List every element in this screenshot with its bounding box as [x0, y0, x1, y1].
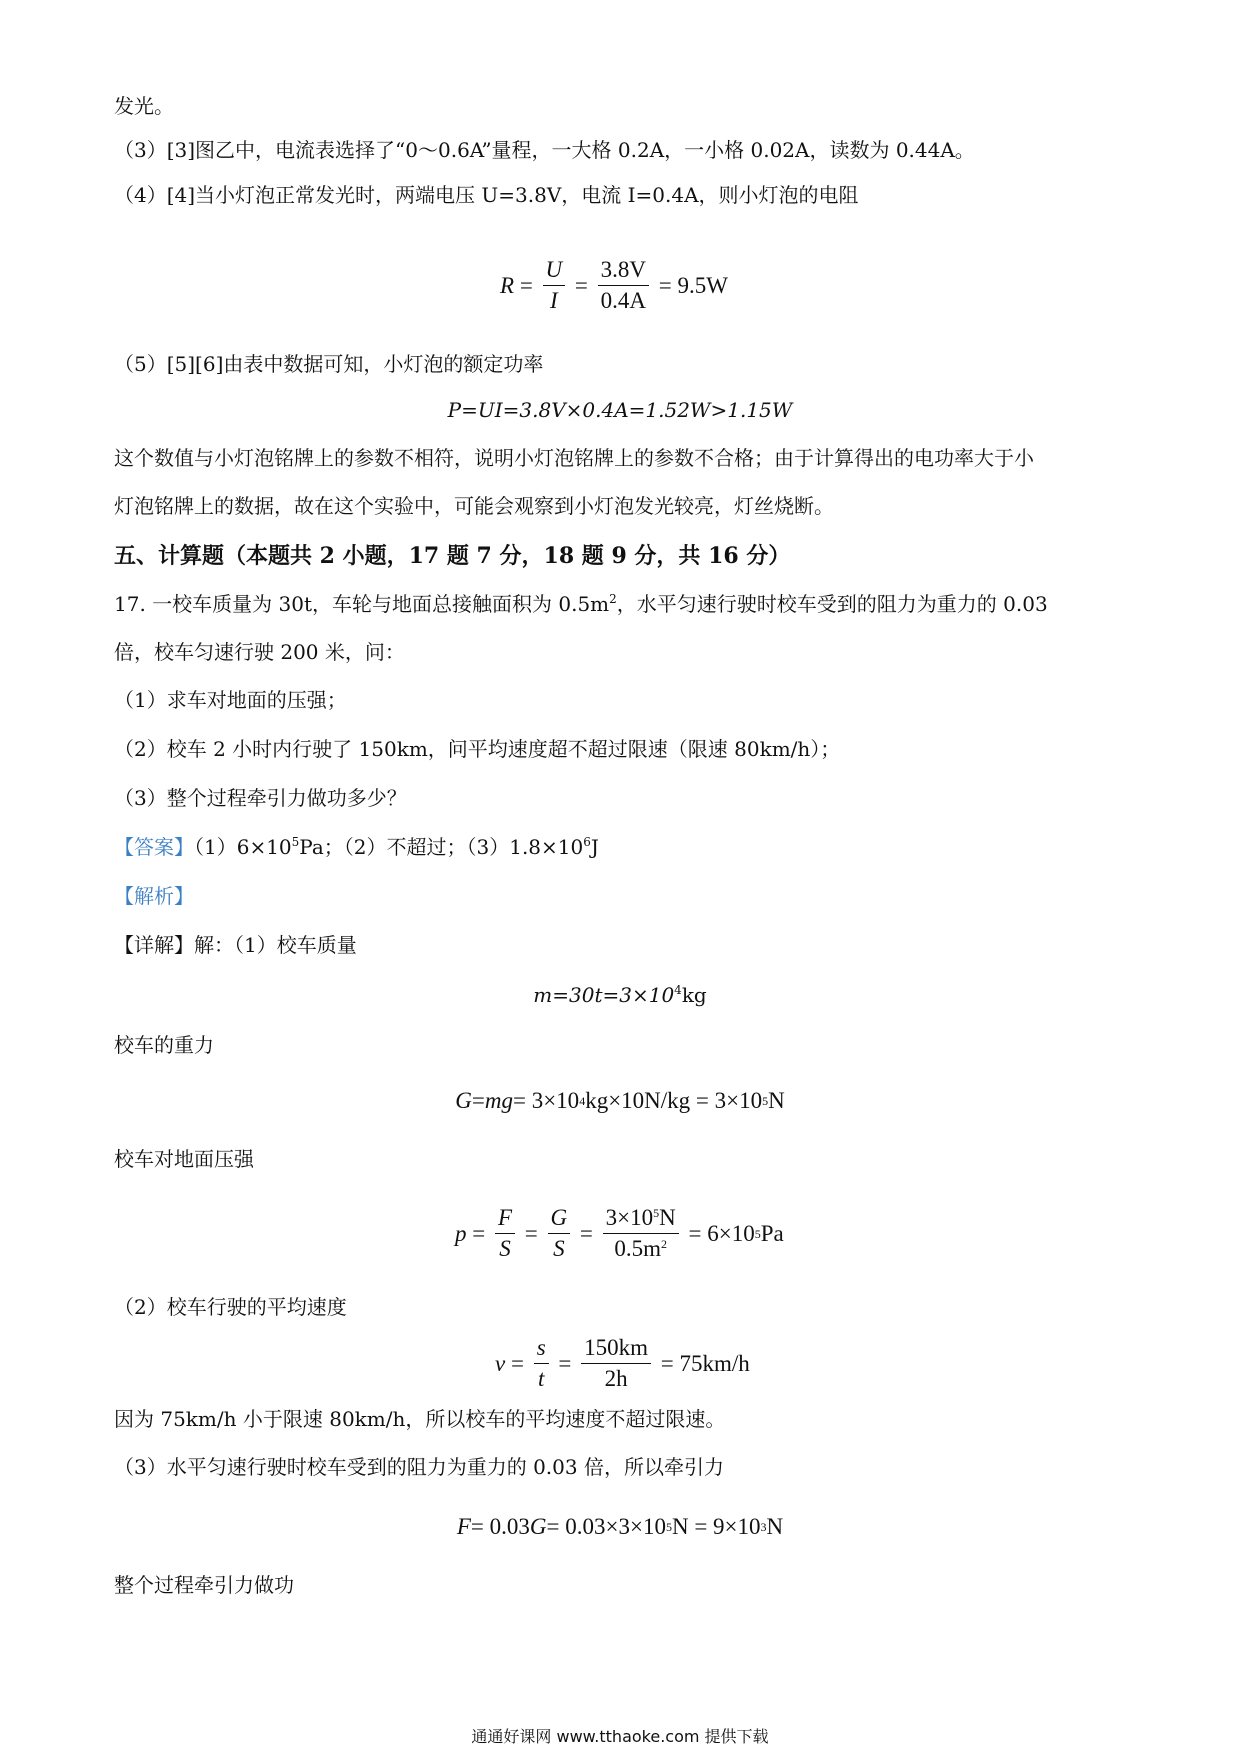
answer-line: 【答案】$(1)6\times 10^5Pa$；（2）不超过；$(3)1.8\times 10^6J$ — [114, 835, 599, 859]
text-line: 发光。 — [114, 94, 174, 118]
text-line: 因为 75km/h 小于限速 80km/h，所以校车的平均速度不超过限速。 — [114, 1407, 726, 1431]
traction-formula: F = 0.03 G = 0.03×3×10 5 N = 9×10 3 N — [456, 1514, 784, 1539]
text-line: 这个数值与小灯泡铭牌上的参数不相符，说明小灯泡铭牌上的参数不合格；由于计算得出的电功率大于小 — [114, 446, 1034, 470]
text-line: 校车对地面压强 — [114, 1147, 254, 1171]
footer-source: 通通好课网 www.tthaoke.com 提供下载 — [471, 1727, 769, 1746]
pressure-formula: p = $\frac{F}{S}$ = $\frac{G}{S}$ = $\frac{3\times 10^5N}{0.5m^2}$ = 6×10 5 Pa — [455, 1205, 784, 1261]
text-line: 灯泡铭牌上的数据，故在这个实验中，可能会观察到小灯泡发光较亮，灯丝烧断。 — [114, 494, 834, 518]
speed-formula: v = $\frac{s}{t}$ = $\frac{150km}{2h}$ = 75km/h — [495, 1335, 750, 1391]
power-formula: P=UI=3.8V×0.4A=1.52W>1.15W — [447, 398, 793, 422]
sub-question: （2）校车 2 小时内行驶了 150km，问平均速度超不超过限速（限速 80km/h）； — [114, 737, 841, 761]
text-line: 校车的重力 — [114, 1033, 214, 1057]
text-line: （5）[5][6]由表中数据可知，小灯泡的额定功率 — [114, 352, 544, 376]
mass-formula: $m=30t=3\times 10^4kg$ — [533, 983, 707, 1007]
analysis-tag: 【解析】 — [114, 884, 194, 908]
resistance-formula: R = $\frac{U}{I}$ = $\frac{3.8V}{0.4A}$ = 9.5W — [500, 257, 728, 313]
text-line: （3）[3]图乙中，电流表选择了“0～0.6A”量程，一大格 0.2A，一小格 0.02A，读数为 0.44A。 — [114, 138, 975, 162]
text-line: （3）水平匀速行驶时校车受到的阻力为重力的 0.03 倍，所以牵引力 — [114, 1455, 724, 1479]
detail-line: 【详解】解：（1）校车质量 — [114, 933, 357, 957]
sub-question: （1）求车对地面的压强； — [114, 688, 347, 712]
text-line: 整个过程牵引力做功 — [114, 1573, 294, 1597]
sub-question: （3）整个过程牵引力做功多少？ — [114, 786, 407, 810]
question-text: 倍，校车匀速行驶 200 米，问： — [114, 640, 405, 664]
text-line: （4）[4]当小灯泡正常发光时，两端电压 U=3.8V，电流 I=0.4A，则小灯泡的电阻 — [114, 183, 859, 207]
gravity-formula: G = mg = 3×10 4 kg×10N/kg = 3×10 5 N — [455, 1088, 785, 1113]
text-line: （2）校车行驶的平均速度 — [114, 1295, 347, 1319]
answer-tag: 【答案】 — [114, 835, 194, 859]
section-heading: 五、计算题（本题共 2 小题，17 题 7 分，18 题 9 分，共 16 分） — [114, 543, 791, 569]
question-text: 17. 一校车质量为 30t，车轮与地面总接触面积为 $0.5m^2$，水平匀速行驶时校车受到的阻力为重力的 0.03 — [114, 592, 1048, 616]
